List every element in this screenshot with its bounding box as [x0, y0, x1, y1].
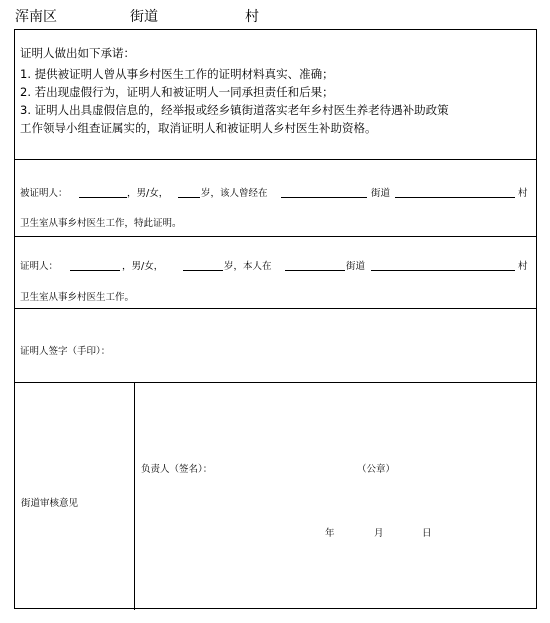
proven-person-village-field[interactable] — [395, 197, 515, 198]
commitment-item-3-cont: 工作领导小组查证属实的，取消证明人和被证明人乡村医生补助资格。 — [20, 121, 377, 135]
certifier-age-unit: 岁，本人在 — [224, 261, 272, 272]
certifier-section — [15, 237, 536, 309]
district-name: 浑南区 — [15, 9, 57, 25]
certifier-gender-text: ，男/女， — [122, 261, 164, 272]
proven-person-village-label: 村 — [518, 188, 528, 199]
commitment-item-3: 3. 证明人出具虚假信息的，经举报或经乡镇街道落实老年乡村医生养老待遇补助政策 — [20, 103, 449, 117]
commitment-section — [15, 30, 536, 160]
responsible-person-label: 负责人（签名）： — [141, 464, 213, 475]
proven-person-clinic-text: 卫生室从事乡村医生工作，特此证明。 — [20, 218, 182, 229]
proven-person-street-label: 街道 — [371, 188, 391, 199]
review-section — [15, 383, 536, 610]
certifier-age-field[interactable] — [183, 270, 223, 271]
proven-person-township-field[interactable] — [281, 197, 367, 198]
review-label: 街道审核意见 — [21, 498, 79, 509]
proven-person-gender-text: ，男/女， — [127, 188, 169, 199]
village-label: 村 — [245, 9, 259, 25]
proven-person-name-field[interactable] — [79, 197, 127, 198]
signature-section — [15, 309, 536, 383]
commitment-item-1: 1. 提供被证明人曾从事乡村医生工作的证明材料真实、准确； — [20, 67, 334, 81]
certifier-street-label: 街道 — [346, 261, 366, 272]
commitment-item-2: 2. 若出现虚假行为，证明人和被证明人一同承担责任和后果； — [20, 85, 334, 99]
date-year-label: 年 — [325, 528, 335, 539]
proven-person-age-unit: 岁，该人曾经在 — [201, 188, 268, 199]
certifier-label: 证明人： — [20, 261, 59, 272]
proven-person-section — [15, 160, 536, 237]
certifier-clinic-text: 卫生室从事乡村医生工作。 — [20, 292, 135, 303]
official-seal-label: （公章） — [357, 464, 396, 475]
commitment-intro: 证明人做出如下承诺： — [20, 46, 135, 60]
proven-person-label: 被证明人： — [20, 188, 68, 199]
certifier-signature-label: 证明人签字（手印）： — [20, 346, 111, 357]
proven-person-age-field[interactable] — [178, 197, 200, 198]
certifier-name-field[interactable] — [70, 270, 120, 271]
certification-form — [14, 29, 537, 609]
date-month-label: 月 — [374, 528, 384, 539]
street-label: 街道 — [130, 9, 158, 25]
certifier-village-label: 村 — [518, 261, 528, 272]
certifier-village-field[interactable] — [371, 270, 515, 271]
certifier-township-field[interactable] — [285, 270, 345, 271]
date-day-label: 日 — [422, 528, 432, 539]
review-label-cell — [15, 383, 135, 610]
